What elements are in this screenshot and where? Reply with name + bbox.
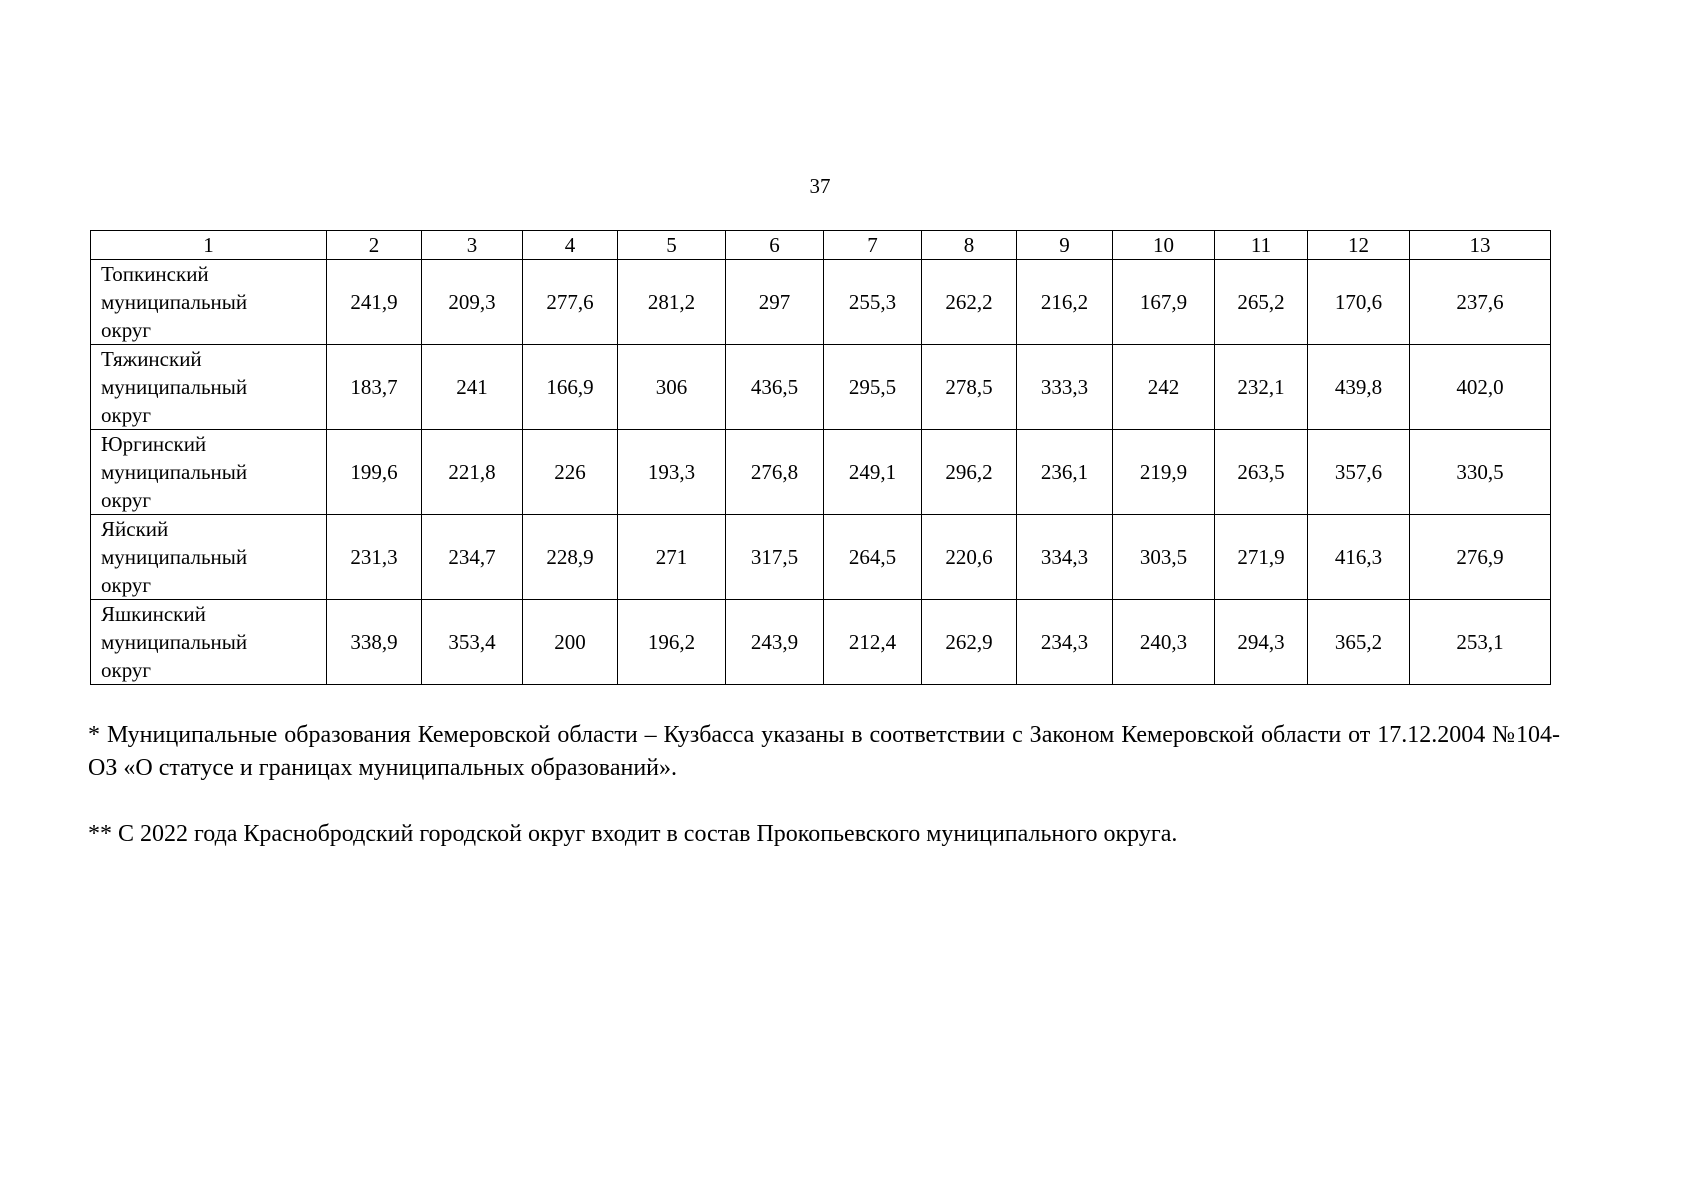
column-header: 11 <box>1215 231 1308 260</box>
value-cell: 296,2 <box>922 430 1017 515</box>
table-row <box>91 430 1551 515</box>
value-cell: 365,2 <box>1308 600 1410 685</box>
footnote-municipal-law: * Муниципальные образования Кемеровской области – Кузбасса указаны в соответствии с Законом Кемеровской области от 17.12.2004 №104-ОЗ «О статусе и границах муниципальных образований». <box>88 722 1560 781</box>
district-name-line: Юргинский <box>101 432 207 456</box>
value-cell: 297 <box>726 260 824 345</box>
value-cell: 221,8 <box>422 430 523 515</box>
table-row <box>91 345 1551 430</box>
column-header: 7 <box>824 231 922 260</box>
value-cell: 236,1 <box>1017 430 1113 515</box>
district-name-line: округ <box>101 318 152 342</box>
value-cell: 402,0 <box>1410 345 1551 430</box>
column-header: 3 <box>422 231 523 260</box>
district-name-cell <box>91 345 327 430</box>
table-row <box>91 260 1551 345</box>
value-cell: 220,6 <box>922 515 1017 600</box>
value-cell: 255,3 <box>824 260 922 345</box>
value-cell: 166,9 <box>523 345 618 430</box>
value-cell: 294,3 <box>1215 600 1308 685</box>
value-cell: 277,6 <box>523 260 618 345</box>
value-cell: 264,5 <box>824 515 922 600</box>
value-cell: 333,3 <box>1017 345 1113 430</box>
value-cell: 281,2 <box>618 260 726 345</box>
district-name-cell <box>91 430 327 515</box>
value-cell: 253,1 <box>1410 600 1551 685</box>
column-header: 6 <box>726 231 824 260</box>
value-cell: 234,3 <box>1017 600 1113 685</box>
value-cell: 242 <box>1113 345 1215 430</box>
value-cell: 243,9 <box>726 600 824 685</box>
value-cell: 271 <box>618 515 726 600</box>
district-name-line: Топкинский <box>101 262 209 286</box>
value-cell: 231,3 <box>327 515 422 600</box>
district-name-line: округ <box>101 573 152 597</box>
district-name-line: округ <box>101 658 152 682</box>
district-name-line: Яшкинский <box>101 602 206 626</box>
value-cell: 199,6 <box>327 430 422 515</box>
column-header: 2 <box>327 231 422 260</box>
statistics-table <box>90 230 1551 685</box>
value-cell: 249,1 <box>824 430 922 515</box>
value-cell: 271,9 <box>1215 515 1308 600</box>
value-cell: 209,3 <box>422 260 523 345</box>
column-header: 1 <box>91 231 327 260</box>
column-header: 12 <box>1308 231 1410 260</box>
value-cell: 353,4 <box>422 600 523 685</box>
column-header: 10 <box>1113 231 1215 260</box>
district-name-line: муниципальный <box>101 545 248 569</box>
footnote-krasnobrodsky: ** С 2022 года Краснобродский городской округ входит в состав Прокопьевского муниципального округа. <box>88 821 1178 847</box>
table-row <box>91 515 1551 600</box>
value-cell: 226 <box>523 430 618 515</box>
value-cell: 338,9 <box>327 600 422 685</box>
value-cell: 170,6 <box>1308 260 1410 345</box>
value-cell: 200 <box>523 600 618 685</box>
district-name-cell <box>91 515 327 600</box>
value-cell: 262,2 <box>922 260 1017 345</box>
column-header: 8 <box>922 231 1017 260</box>
district-name-line: муниципальный <box>101 290 248 314</box>
value-cell: 357,6 <box>1308 430 1410 515</box>
page-number: 37 <box>809 174 831 198</box>
value-cell: 212,4 <box>824 600 922 685</box>
value-cell: 241 <box>422 345 523 430</box>
district-name-cell <box>91 600 327 685</box>
value-cell: 317,5 <box>726 515 824 600</box>
district-name-line: Тяжинский <box>101 347 202 371</box>
value-cell: 228,9 <box>523 515 618 600</box>
footnotes <box>88 719 1560 851</box>
value-cell: 237,6 <box>1410 260 1551 345</box>
column-header: 4 <box>523 231 618 260</box>
district-name-line: муниципальный <box>101 460 248 484</box>
district-name-line: округ <box>101 488 152 512</box>
value-cell: 278,5 <box>922 345 1017 430</box>
value-cell: 193,3 <box>618 430 726 515</box>
value-cell: 416,3 <box>1308 515 1410 600</box>
value-cell: 303,5 <box>1113 515 1215 600</box>
value-cell: 234,7 <box>422 515 523 600</box>
column-header: 9 <box>1017 231 1113 260</box>
value-cell: 240,3 <box>1113 600 1215 685</box>
column-header: 5 <box>618 231 726 260</box>
value-cell: 276,9 <box>1410 515 1551 600</box>
district-name-cell <box>91 260 327 345</box>
value-cell: 330,5 <box>1410 430 1551 515</box>
value-cell: 196,2 <box>618 600 726 685</box>
value-cell: 262,9 <box>922 600 1017 685</box>
value-cell: 183,7 <box>327 345 422 430</box>
district-name-line: муниципальный <box>101 375 248 399</box>
value-cell: 295,5 <box>824 345 922 430</box>
table-row <box>91 600 1551 685</box>
value-cell: 436,5 <box>726 345 824 430</box>
value-cell: 439,8 <box>1308 345 1410 430</box>
value-cell: 216,2 <box>1017 260 1113 345</box>
district-name-line: округ <box>101 403 152 427</box>
value-cell: 219,9 <box>1113 430 1215 515</box>
value-cell: 241,9 <box>327 260 422 345</box>
table-header-row <box>91 231 1551 260</box>
value-cell: 167,9 <box>1113 260 1215 345</box>
value-cell: 263,5 <box>1215 430 1308 515</box>
value-cell: 265,2 <box>1215 260 1308 345</box>
district-name-line: муниципальный <box>101 630 248 654</box>
column-header: 13 <box>1410 231 1551 260</box>
district-name-line: Яйский <box>101 517 169 541</box>
value-cell: 276,8 <box>726 430 824 515</box>
value-cell: 232,1 <box>1215 345 1308 430</box>
value-cell: 334,3 <box>1017 515 1113 600</box>
value-cell: 306 <box>618 345 726 430</box>
